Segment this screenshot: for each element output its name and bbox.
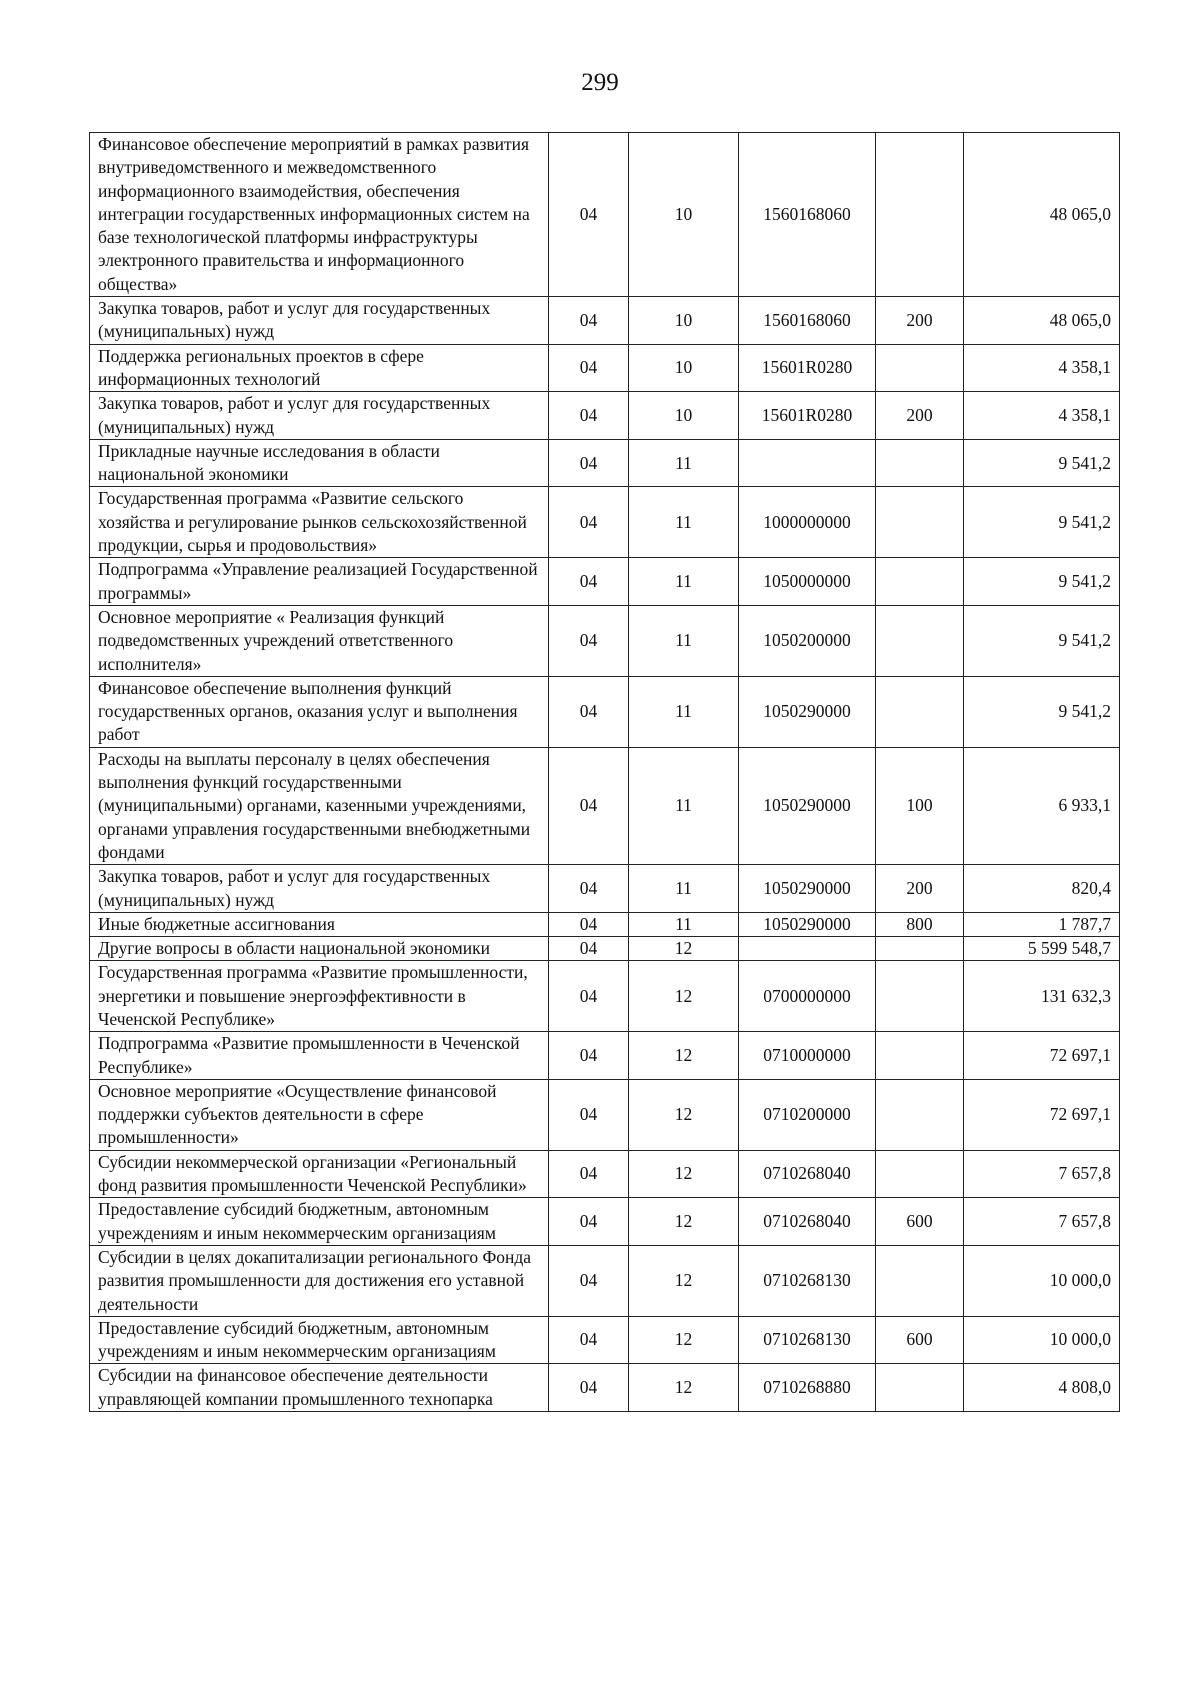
target-item-code-cell: 1560168060 — [739, 133, 876, 297]
table-row — [90, 297, 1120, 345]
section-code-cell: 04 — [549, 487, 629, 558]
row-name-cell: Подпрограмма «Управление реализацией Государственной программы» — [90, 558, 549, 606]
row-name-cell: Расходы на выплаты персоналу в целях обеспечения выполнения функций государственными (муниципальными) органами, казенными учреждениями, органами управления государственными внебюджетными фондами — [90, 747, 549, 864]
amount-cell: 9 541,2 — [964, 605, 1120, 676]
row-name-cell: Субсидии на финансовое обеспечение деятельности управляющей компании промышленного технопарка — [90, 1364, 549, 1412]
expense-type-code-cell — [876, 1245, 964, 1316]
amount-cell: 131 632,3 — [964, 961, 1120, 1032]
target-item-code-cell: 1050200000 — [739, 605, 876, 676]
target-item-code-cell — [739, 937, 876, 961]
table-row — [90, 676, 1120, 747]
subsection-code-cell: 10 — [629, 133, 739, 297]
row-name-cell: Предоставление субсидий бюджетным, автономным учреждениям и иным некоммерческим организациям — [90, 1316, 549, 1364]
row-name-cell: Субсидии в целях докапитализации регионального Фонда развития промышленности для достижения его уставной деятельности — [90, 1245, 549, 1316]
table-row — [90, 865, 1120, 913]
amount-cell: 7 657,8 — [964, 1150, 1120, 1198]
table-row — [90, 1150, 1120, 1198]
table-row — [90, 747, 1120, 864]
table-row — [90, 392, 1120, 440]
amount-cell: 10 000,0 — [964, 1316, 1120, 1364]
section-code-cell: 04 — [549, 747, 629, 864]
table-row — [90, 961, 1120, 1032]
row-name-cell: Предоставление субсидий бюджетным, автономным учреждениям и иным некоммерческим организациям — [90, 1198, 549, 1246]
target-item-code-cell: 0710268040 — [739, 1150, 876, 1198]
amount-cell: 9 541,2 — [964, 676, 1120, 747]
expense-type-code-cell — [876, 676, 964, 747]
amount-cell: 6 933,1 — [964, 747, 1120, 864]
section-code-cell: 04 — [549, 605, 629, 676]
table-row — [90, 558, 1120, 606]
budget-table-body — [90, 133, 1120, 1412]
subsection-code-cell: 10 — [629, 297, 739, 345]
row-name-cell: Прикладные научные исследования в области национальной экономики — [90, 439, 549, 487]
expense-type-code-cell — [876, 1032, 964, 1080]
row-name-cell: Государственная программа «Развитие промышленности, энергетики и повышение энергоэффективности в Чеченской Республике» — [90, 961, 549, 1032]
page-number: 299 — [581, 69, 619, 96]
table-row — [90, 487, 1120, 558]
subsection-code-cell: 10 — [629, 344, 739, 392]
row-name-cell: Закупка товаров, работ и услуг для государственных (муниципальных) нужд — [90, 297, 549, 345]
expense-type-code-cell — [876, 1364, 964, 1412]
subsection-code-cell: 11 — [629, 747, 739, 864]
section-code-cell: 04 — [549, 1364, 629, 1412]
subsection-code-cell: 12 — [629, 1198, 739, 1246]
amount-cell: 9 541,2 — [964, 558, 1120, 606]
amount-cell: 9 541,2 — [964, 487, 1120, 558]
expense-type-code-cell — [876, 558, 964, 606]
section-code-cell: 04 — [549, 676, 629, 747]
section-code-cell: 04 — [549, 912, 629, 936]
subsection-code-cell: 11 — [629, 439, 739, 487]
subsection-code-cell: 12 — [629, 937, 739, 961]
section-code-cell: 04 — [549, 297, 629, 345]
amount-cell: 4 808,0 — [964, 1364, 1120, 1412]
subsection-code-cell: 12 — [629, 1245, 739, 1316]
table-row — [90, 133, 1120, 297]
table-row — [90, 1198, 1120, 1246]
target-item-code-cell: 0710268040 — [739, 1198, 876, 1246]
row-name-cell: Иные бюджетные ассигнования — [90, 912, 549, 936]
budget-table — [89, 132, 1120, 1412]
expense-type-code-cell — [876, 487, 964, 558]
table-row — [90, 1364, 1120, 1412]
amount-cell: 5 599 548,7 — [964, 937, 1120, 961]
section-code-cell: 04 — [549, 1079, 629, 1150]
section-code-cell: 04 — [549, 961, 629, 1032]
row-name-cell: Финансовое обеспечение выполнения функций государственных органов, оказания услуг и выполнения работ — [90, 676, 549, 747]
subsection-code-cell: 12 — [629, 961, 739, 1032]
expense-type-code-cell — [876, 1079, 964, 1150]
expense-type-code-cell — [876, 605, 964, 676]
subsection-code-cell: 11 — [629, 558, 739, 606]
subsection-code-cell: 11 — [629, 676, 739, 747]
amount-cell: 1 787,7 — [964, 912, 1120, 936]
subsection-code-cell: 12 — [629, 1032, 739, 1080]
section-code-cell: 04 — [549, 439, 629, 487]
table-row — [90, 912, 1120, 936]
row-name-cell: Закупка товаров, работ и услуг для государственных (муниципальных) нужд — [90, 865, 549, 913]
expense-type-code-cell: 200 — [876, 297, 964, 345]
section-code-cell: 04 — [549, 1198, 629, 1246]
expense-type-code-cell — [876, 961, 964, 1032]
row-name-cell: Поддержка региональных проектов в сфере информационных технологий — [90, 344, 549, 392]
subsection-code-cell: 11 — [629, 865, 739, 913]
table-row — [90, 344, 1120, 392]
expense-type-code-cell — [876, 439, 964, 487]
target-item-code-cell: 0700000000 — [739, 961, 876, 1032]
expense-type-code-cell: 200 — [876, 865, 964, 913]
expense-type-code-cell: 100 — [876, 747, 964, 864]
subsection-code-cell: 12 — [629, 1364, 739, 1412]
expense-type-code-cell — [876, 937, 964, 961]
target-item-code-cell — [739, 439, 876, 487]
target-item-code-cell: 1050290000 — [739, 747, 876, 864]
expense-type-code-cell — [876, 344, 964, 392]
row-name-cell: Финансовое обеспечение мероприятий в рамках развития внутриведомственного и межведомственного информационного взаимодействия, обеспечения интеграции государственных информационных систем на базе технологической платформы инфраструктуры электронного правительства и информационного общества» — [90, 133, 549, 297]
row-name-cell: Закупка товаров, работ и услуг для государственных (муниципальных) нужд — [90, 392, 549, 440]
amount-cell: 72 697,1 — [964, 1079, 1120, 1150]
section-code-cell: 04 — [549, 937, 629, 961]
section-code-cell: 04 — [549, 865, 629, 913]
expense-type-code-cell: 600 — [876, 1316, 964, 1364]
table-row — [90, 1245, 1120, 1316]
section-code-cell: 04 — [549, 344, 629, 392]
target-item-code-cell: 1050000000 — [739, 558, 876, 606]
target-item-code-cell: 0710000000 — [739, 1032, 876, 1080]
target-item-code-cell: 1050290000 — [739, 912, 876, 936]
amount-cell: 4 358,1 — [964, 344, 1120, 392]
amount-cell: 820,4 — [964, 865, 1120, 913]
target-item-code-cell: 0710268130 — [739, 1316, 876, 1364]
target-item-code-cell: 1000000000 — [739, 487, 876, 558]
subsection-code-cell: 10 — [629, 392, 739, 440]
amount-cell: 48 065,0 — [964, 297, 1120, 345]
section-code-cell: 04 — [549, 558, 629, 606]
subsection-code-cell: 11 — [629, 912, 739, 936]
amount-cell: 72 697,1 — [964, 1032, 1120, 1080]
row-name-cell: Государственная программа «Развитие сельского хозяйства и регулирование рынков сельскохозяйственной продукции, сырья и продовольствия» — [90, 487, 549, 558]
table-row — [90, 1316, 1120, 1364]
expense-type-code-cell: 600 — [876, 1198, 964, 1246]
expense-type-code-cell — [876, 133, 964, 297]
row-name-cell: Другие вопросы в области национальной экономики — [90, 937, 549, 961]
section-code-cell: 04 — [549, 1245, 629, 1316]
target-item-code-cell: 1050290000 — [739, 865, 876, 913]
subsection-code-cell: 12 — [629, 1079, 739, 1150]
target-item-code-cell: 15601R0280 — [739, 344, 876, 392]
subsection-code-cell: 11 — [629, 605, 739, 676]
expense-type-code-cell — [876, 1150, 964, 1198]
subsection-code-cell: 11 — [629, 487, 739, 558]
table-row — [90, 937, 1120, 961]
subsection-code-cell: 12 — [629, 1316, 739, 1364]
row-name-cell: Подпрограмма «Развитие промышленности в Чеченской Республике» — [90, 1032, 549, 1080]
section-code-cell: 04 — [549, 133, 629, 297]
section-code-cell: 04 — [549, 1316, 629, 1364]
target-item-code-cell: 1560168060 — [739, 297, 876, 345]
expense-type-code-cell: 800 — [876, 912, 964, 936]
table-row — [90, 1032, 1120, 1080]
target-item-code-cell: 0710200000 — [739, 1079, 876, 1150]
table-row — [90, 1079, 1120, 1150]
table-row — [90, 605, 1120, 676]
section-code-cell: 04 — [549, 1032, 629, 1080]
row-name-cell: Основное мероприятие «Осуществление финансовой поддержки субъектов деятельности в сфере промышленности» — [90, 1079, 549, 1150]
row-name-cell: Основное мероприятие « Реализация функций подведомственных учреждений ответственного исполнителя» — [90, 605, 549, 676]
target-item-code-cell: 0710268880 — [739, 1364, 876, 1412]
subsection-code-cell: 12 — [629, 1150, 739, 1198]
amount-cell: 48 065,0 — [964, 133, 1120, 297]
row-name-cell: Субсидии некоммерческой организации «Региональный фонд развития промышленности Чеченской Республики» — [90, 1150, 549, 1198]
section-code-cell: 04 — [549, 1150, 629, 1198]
amount-cell: 4 358,1 — [964, 392, 1120, 440]
section-code-cell: 04 — [549, 392, 629, 440]
target-item-code-cell: 15601R0280 — [739, 392, 876, 440]
amount-cell: 10 000,0 — [964, 1245, 1120, 1316]
amount-cell: 9 541,2 — [964, 439, 1120, 487]
table-row — [90, 439, 1120, 487]
amount-cell: 7 657,8 — [964, 1198, 1120, 1246]
target-item-code-cell: 0710268130 — [739, 1245, 876, 1316]
target-item-code-cell: 1050290000 — [739, 676, 876, 747]
expense-type-code-cell: 200 — [876, 392, 964, 440]
